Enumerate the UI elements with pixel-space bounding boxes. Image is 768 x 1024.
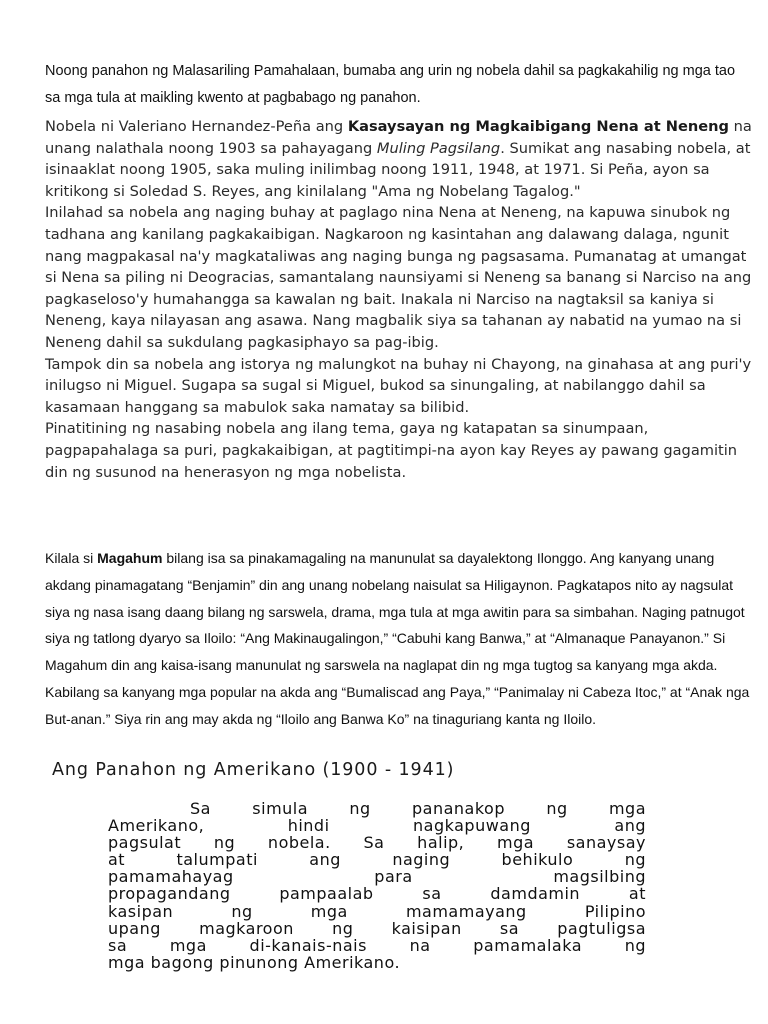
amerikano-line: upang magkaroon ng kaisipan sa pagtuligsa xyxy=(108,918,646,938)
nena-neneng-section xyxy=(45,116,757,483)
nena-text-1c: . Sumikat ang nasabing nobela, at isinaaklat noong 1905, saka muling inilimbag noong 1911, 1948, at 1971. Si Peña, ayon sa kritikong si Soledad S. Reyes, ang kinilalang "Ama ng Nobelang Tagalog." xyxy=(45,139,751,200)
nena-text-1b: na unang nalathala noong 1903 sa pahayagang xyxy=(45,118,752,157)
amerikano-line: kasipan ng mga mamamayang Pilipino xyxy=(108,901,646,921)
amerikano-line: at talumpati ang naging behikulo ng xyxy=(108,850,646,870)
magahum-text-b: bilang isa sa pinakamagaling na manunulat sa dayalektong Ilonggo. Ang kanyang unang akdang pinamagatang “Benjamin” din ang unang nobelang naisulat sa Hiligaynon. Pagkatapos nito ay nagsulat siya ng nasa isang daang bilang ng sarswela, drama, mga tula at mga awitin para sa simbahan. Naging patnugot siya ng tatlong dyaryo sa Iloilo: “Ang Makinaugalingon,” “Cabuhi kang Banwa,” at “Almanaque Panayanon.” Si Magahum din ang kaisa-isang manunulat ng sarswela na naglapat din ng mga tugtog sa kanyang mga akda. Kabilang sa kanyang mga popular na akda ang “Bumaliscad ang Paya,” “Panimalay ni Cabeza Itoc,” at “Anak nga But-anan.” Siya rin ang may akda ng “Iloilo ang Banwa Ko” na tinaguriang kanta ng Iloilo. xyxy=(45,550,750,727)
amerikano-line: pagsulat ng nobela. Sa halip, mga sanaysay xyxy=(108,833,646,853)
chayong-paragraph: Tampok din sa nobela ang istorya ng malungkot na buhay ni Chayong, na ginahasa at ang puri'y inilugso ni Miguel. Sugapa sa sugal si Miguel, bukod sa sinungaling, at nabilanggo dahil sa kasamaan hanggang sa mabulok saka namatay sa bilibid. xyxy=(45,355,752,416)
amerikano-line: pamamahayag para magsilbing xyxy=(108,867,646,887)
magahum-text-a: Kilala si xyxy=(45,550,98,566)
novel-title: Kasaysayan ng Magkaibigang Nena at Neneng xyxy=(347,118,730,135)
newspaper-title: Muling Pagsilang xyxy=(376,139,501,157)
nena-plot-paragraph: Inilahad sa nobela ang naging buhay at paglago nina Nena at Neneng, na kapuwa sinubok ng tadhana ang kanilang pagkakaibigan. Nagkaroon ng kasintahan ang dalawang dalaga, ngunit nang magpakasal na'y magkataliwas ang naging bunga ng pagsasama. Pumanatag at umangat si Nena sa piling ni Deogracias, samantalang naunsiyami si Neneng sa banang si Narciso na ang pagkaseloso'y humahangga sa kawalan ng bait. Inakala ni Narciso na nagtaksil sa kaniya si Neneng, kaya nilayasan ang asawa. Nang magbalik siya sa tahanan ay nabatid na yumao na si Neneng dahil sa sukdulang pagkasiphayo sa pag-ibig. xyxy=(45,204,752,351)
amerikano-line: mga bagong pinunong Amerikano. xyxy=(108,952,401,972)
amerikano-paragraph xyxy=(108,800,646,971)
amerikano-line: sa mga di-kanais-nais na pamamalaka ng xyxy=(108,935,646,955)
amerikano-heading: Ang Panahon ng Amerikano (1900 - 1941) xyxy=(52,760,455,780)
magahum-paragraph xyxy=(45,545,757,733)
amerikano-line: propagandang pampaalab sa damdamin at xyxy=(108,884,646,904)
nena-text-1a: Nobela ni Valeriano Hernandez-Peña ang xyxy=(45,118,348,135)
magahum-name: Magahum xyxy=(97,550,163,566)
amerikano-line: Amerikano, hindi nagkapuwang ang xyxy=(108,816,646,836)
amerikano-line: Sa simula ng pananakop ng mga xyxy=(190,799,646,818)
themes-paragraph: Pinatitining ng nasabing nobela ang ilang tema, gaya ng katapatan sa sinumpaan, pagpapahalaga sa puri, pagkakaibigan, at pagtitimpi-na ayon kay Reyes ay pawang gagamitin din ng susunod na henerasyon ng mga nobelista. xyxy=(45,420,738,481)
intro-paragraph: Noong panahon ng Malasariling Pamahalaan, bumaba ang urin ng nobela dahil sa pagkakahilig ng mga tao sa mga tula at maikling kwento at pagbabago ng panahon. xyxy=(45,63,736,106)
